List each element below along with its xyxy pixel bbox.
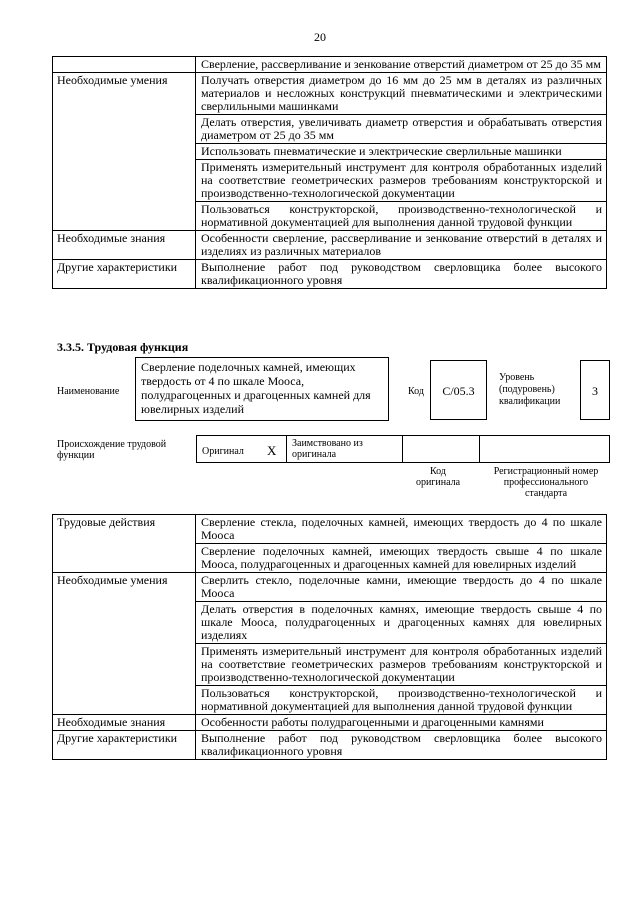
row-item: Делать отверстия, увеличивать диаметр отверстия и обрабатывать отверстия диаметром от 25 до 35 мм: [196, 115, 607, 144]
origin-row: [196, 435, 610, 463]
function-name-box: [135, 357, 389, 421]
row-item: Сверлить стекло, поделочные камни, имеющие твердость до 4 по шкале Мооса: [196, 573, 607, 602]
table-row: [53, 731, 607, 760]
code-original-label: Код оригинала: [415, 466, 461, 488]
level-box: [580, 360, 610, 420]
row-item: Использовать пневматические и электрические сверлильные машинки: [196, 144, 607, 160]
row-item: Применять измерительный инструмент для контроля обработанных изделий на соответствие геометрических размеров требованиям конструкторской и производственно-технологической документации: [196, 160, 607, 202]
name-label: Наименование: [57, 386, 120, 397]
code-label: Код: [408, 386, 424, 397]
row-label: Другие характеристики: [53, 731, 196, 760]
row-label: Трудовые действия: [53, 515, 196, 573]
requirements-table-2: [52, 514, 607, 760]
row-item: Сверление, рассверливание и зенкование отверстий диаметром от 25 до 35 мм: [196, 57, 607, 73]
requirements-table-1: [52, 56, 607, 289]
origin-divider: [479, 435, 480, 463]
table-row: [53, 231, 607, 260]
row-item: Сверление поделочных камней, имеющих твердость свыше 4 по шкале Мооса, полудрагоценных и драгоценных камней для ювелирных изделий: [196, 544, 607, 573]
page-number: 20: [314, 30, 326, 44]
row-item: Особенности работы полудрагоценными и драгоценными камнями: [196, 715, 607, 731]
table-row: [53, 515, 607, 544]
origin-divider: [402, 435, 403, 463]
code-box: [430, 360, 487, 420]
table-row: [53, 260, 607, 289]
row-item: Применять измерительный инструмент для контроля обработанных изделий на соответствие геометрических размеров требованиям конструкторской и производственно-технологической документации: [196, 644, 607, 686]
row-label: Необходимые знания: [53, 715, 196, 731]
table-row: [53, 73, 607, 115]
table-row: [53, 57, 607, 73]
row-item: Пользоваться конструкторской, производственно-технологической и нормативной документацией для выполнения данной трудовой функции: [196, 202, 607, 231]
row-item: Выполнение работ под руководством сверловщика более высокого квалификационного уровня: [196, 731, 607, 760]
level-label: Уровень (подуровень) квалификации: [499, 372, 561, 407]
function-name: Сверление поделочных камней, имеющих твердость от 4 по шкале Мооса, полудрагоценных и драгоценных камней для ювелирных изделий: [141, 360, 371, 416]
row-item: Пользоваться конструкторской, производственно-технологической и нормативной документацией для выполнения данной трудовой функции: [196, 686, 607, 715]
origin-divider: [286, 435, 287, 463]
row-item: Выполнение работ под руководством сверловщика более высокого квалификационного уровня: [196, 260, 607, 289]
row-label: Необходимые знания: [53, 231, 196, 260]
original-mark: X: [267, 443, 277, 458]
row-item: Получать отверстия диаметром до 16 мм до 25 мм в деталях из различных материалов и несложных конструкций пневматическими и электрическими сверлильными машинками: [196, 73, 607, 115]
row-item: Особенности сверление, рассверливание и зенкование отверстий в деталях и изделиях из различных материалов: [196, 231, 607, 260]
table-row: [53, 573, 607, 602]
origin-label: Происхождение трудовой функции: [57, 439, 167, 461]
reg-number-label: Регистрационный номер профессионального стандарта: [493, 466, 599, 499]
row-label: Необходимые умения: [53, 573, 196, 715]
row-item: Сверление стекла, поделочных камней, имеющих твердость до 4 по шкале Мооса: [196, 515, 607, 544]
row-item: Делать отверстия в поделочных камнях, имеющие твердость свыше 4 по шкале Мооса, полудрагоценных и драгоценных камнях для ювелирных изделиях: [196, 602, 607, 644]
section-heading: 3.3.5. Трудовая функция: [57, 340, 189, 354]
original-label: Оригинал: [202, 446, 244, 457]
level-value: 3: [592, 384, 598, 398]
code-value: C/05.3: [442, 384, 475, 398]
borrowed-label: Заимствовано из оригинала: [292, 438, 363, 460]
row-label: Необходимые умения: [53, 73, 196, 231]
row-label: [53, 57, 196, 73]
table-row: [53, 715, 607, 731]
row-label: Другие характеристики: [53, 260, 196, 289]
